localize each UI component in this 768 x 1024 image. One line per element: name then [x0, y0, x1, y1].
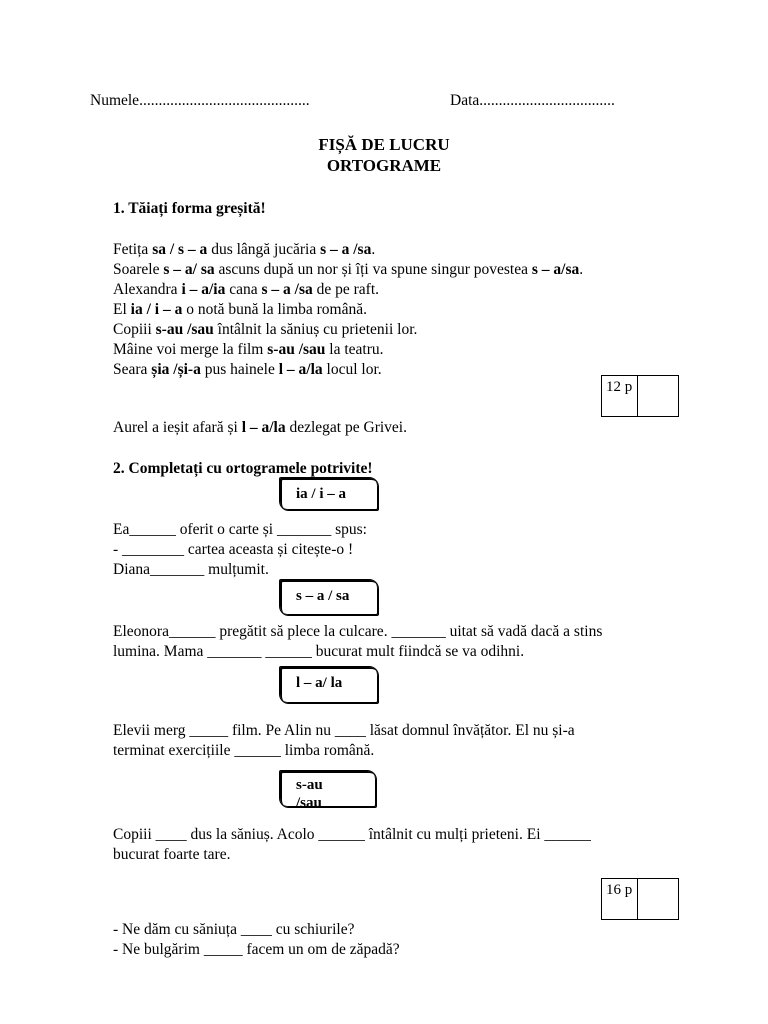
score-box-ex2 — [601, 878, 679, 920]
word-bank-4-text-1: s-au — [296, 777, 323, 793]
score-value-ex2: 16 p — [602, 879, 638, 919]
exercise-1-sentence — [113, 340, 384, 360]
sentence-text: Mâine voi merge la film — [113, 341, 268, 358]
block1-line-3: Diana_______ mulțumit. — [113, 561, 269, 578]
word-bank-3-text: l – a/ la — [296, 675, 343, 691]
sentence-text: o notă bună la limba română. — [182, 301, 367, 318]
ortogram-option[interactable]: s-au /sau — [155, 321, 214, 338]
worksheet-subtitle: ORTOGRAME — [326, 156, 442, 175]
ortogram-option[interactable]: ia / i – a — [130, 301, 183, 318]
word-bank-scroll-1 — [279, 477, 379, 511]
sentence-text: locul lor. — [322, 361, 382, 378]
word-bank-scroll-4 — [279, 770, 377, 811]
score-box-ex1 — [601, 375, 679, 417]
word-bank-scroll-2 — [279, 579, 379, 616]
ortogram-option[interactable]: șia /și-a — [151, 361, 201, 378]
sentence-text: El — [113, 301, 131, 318]
ortogram-option[interactable]: i – a/ia — [181, 281, 226, 298]
ortogram-option[interactable]: s – a/sa — [531, 261, 580, 278]
ortogram-option[interactable]: l – a/la — [278, 361, 323, 378]
sentence-text: Aurel a ieșit afară și — [113, 419, 242, 436]
ortogram-option[interactable]: s – a /sa — [261, 281, 313, 298]
block2-line-1: Eleonora______ pregătit să plece la culcare. _______ uitat să vadă dacă a stins — [113, 623, 603, 640]
score-blank-cell — [638, 879, 674, 919]
ortogram-option[interactable]: s – a /sa — [320, 241, 372, 258]
word-bank-4-text-2: /sau — [296, 795, 322, 811]
exercise-1-sentence — [113, 260, 583, 280]
exercise-1-sentence — [113, 280, 379, 300]
block1-line-2: - ________ cartea aceasta și citește-o ! — [113, 541, 354, 558]
sentence-text: la teatru. — [325, 341, 384, 358]
ortogram-option[interactable]: s-au /sau — [267, 341, 326, 358]
date-field-label: Data................................... — [450, 92, 615, 109]
sentence-text: Alexandra — [113, 281, 182, 298]
word-bank-2-text: s – a / sa — [296, 588, 350, 604]
exercise-2-heading: 2. Completați cu ortogramele potrivite! — [113, 460, 373, 477]
score-value-ex1: 12 p — [602, 376, 638, 416]
block3-line-1: Elevii merg _____ film. Pe Alin nu ____ lăsat domnul învățător. El nu și-a — [113, 722, 575, 739]
sentence-text: . — [579, 261, 584, 278]
sentence-text: Fetița — [113, 241, 153, 258]
exercise-1-heading: 1. Tăiați forma greșită! — [113, 200, 266, 217]
ortogram-option[interactable]: l – a/la — [241, 419, 286, 436]
sentence-text: Seara — [113, 361, 152, 378]
name-field-label: Numele............................................ — [90, 92, 310, 109]
worksheet-title: FIȘĂ DE LUCRU — [318, 135, 450, 154]
block1-line-1: Ea______ oferit o carte și _______ spus: — [113, 521, 367, 538]
exercise-1-sentence — [113, 300, 367, 320]
exercise-1-sentence — [113, 320, 417, 340]
sentence-text: dezlegat pe Grivei. — [285, 419, 407, 436]
sentence-text: Copiii — [113, 321, 156, 338]
sentence-text: întâlnit la săniuș cu prietenii lor. — [213, 321, 418, 338]
sentence-text: Soarele — [113, 261, 164, 278]
bullet-question-1: - Ne dăm cu săniuța ____ cu schiurile? — [113, 921, 355, 938]
block3-line-2: terminat exercițiile ______ limba română. — [113, 742, 375, 759]
exercise-1-sentence — [113, 360, 382, 380]
sentence-text: dus lângă jucăria — [207, 241, 321, 258]
word-bank-scroll-3 — [279, 666, 379, 704]
word-bank-1-text: ia / i – a — [296, 486, 347, 502]
sentence-text: . — [371, 241, 376, 258]
block4-line-2: bucurat foarte tare. — [113, 846, 231, 863]
sentence-text: ascuns după un nor și îți va spune singur povestea — [214, 261, 532, 278]
sentence-text: de pe raft. — [312, 281, 380, 298]
sentence-text: cana — [225, 281, 262, 298]
block2-line-2: lumina. Mama _______ ______ bucurat mult fiindcă se va odihni. — [113, 643, 525, 660]
score-blank-cell — [638, 376, 674, 416]
bullet-question-2: - Ne bulgărim _____ facem un om de zăpadă? — [113, 941, 400, 958]
exercise-1-sentence — [113, 240, 375, 260]
block4-line-1: Copiii ____ dus la săniuș. Acolo ______ întâlnit cu mulți prieteni. Ei ______ — [113, 826, 591, 843]
sentence-text: pus hainele — [200, 361, 279, 378]
ortogram-option[interactable]: sa / s – a — [152, 241, 208, 258]
ortogram-option[interactable]: s – a/ sa — [163, 261, 215, 278]
exercise-1-last-sentence — [113, 418, 407, 438]
